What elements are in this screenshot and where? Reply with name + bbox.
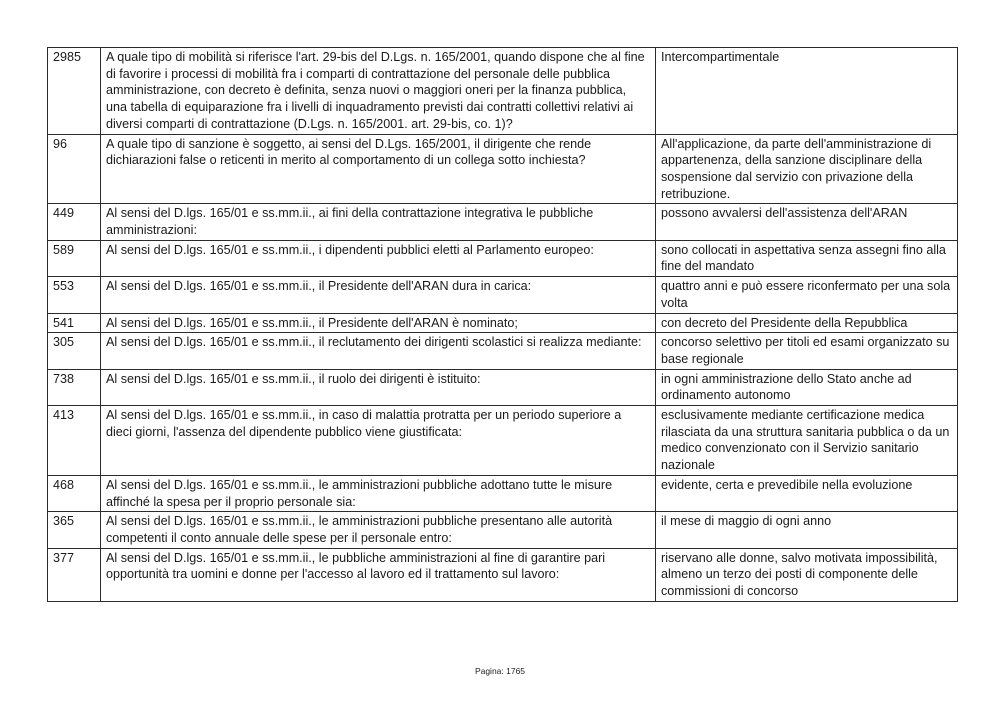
question-id: 377 (48, 548, 101, 601)
table-row (48, 369, 958, 405)
answer-text: con decreto del Presidente della Repubblica (656, 313, 958, 333)
question-text: Al sensi del D.lgs. 165/01 e ss.mm.ii., in caso di malattia protratta per un periodo superiore a dieci giorni, l'assenza del dipendente pubblico viene giustificata: (101, 406, 656, 476)
question-text: Al sensi del D.lgs. 165/01 e ss.mm.ii., le amministrazioni pubbliche adottano tutte le misure affinché la spesa per il proprio personale sia: (101, 475, 656, 511)
answer-text: evidente, certa e prevedibile nella evoluzione (656, 475, 958, 511)
answer-text: All'applicazione, da parte dell'amministrazione di appartenenza, della sanzione disciplinare della sospensione dal servizio con privazione della retribuzione. (656, 134, 958, 204)
question-id: 96 (48, 134, 101, 204)
answer-text: possono avvalersi dell'assistenza dell'ARAN (656, 204, 958, 240)
question-id: 365 (48, 512, 101, 548)
page-number: Pagina: 1765 (474, 666, 526, 676)
answer-text: Intercompartimentale (656, 48, 958, 135)
question-text: A quale tipo di sanzione è soggetto, ai sensi del D.Lgs. 165/2001, il dirigente che rende dichiarazioni false o reticenti in merito al comportamento di un collega sotto inchiesta? (101, 134, 656, 204)
question-text: Al sensi del D.lgs. 165/01 e ss.mm.ii., il reclutamento dei dirigenti scolastici si realizza mediante: (101, 333, 656, 369)
question-text: Al sensi del D.lgs. 165/01 e ss.mm.ii., il Presidente dell'ARAN dura in carica: (101, 277, 656, 313)
question-id: 589 (48, 240, 101, 276)
table-row (48, 313, 958, 333)
question-id: 738 (48, 369, 101, 405)
table-row (48, 134, 958, 204)
answer-text: concorso selettivo per titoli ed esami organizzato su base regionale (656, 333, 958, 369)
question-id: 541 (48, 313, 101, 333)
answer-text: in ogni amministrazione dello Stato anche ad ordinamento autonomo (656, 369, 958, 405)
answer-text: riservano alle donne, salvo motivata impossibilità, almeno un terzo dei posti di componente delle commissioni di concorso (656, 548, 958, 601)
answer-text: esclusivamente mediante certificazione medica rilasciata da una struttura sanitaria pubblica o da un medico convenzionato con il Servizio sanitario nazionale (656, 406, 958, 476)
question-text: Al sensi del D.lgs. 165/01 e ss.mm.ii., il ruolo dei dirigenti è istituito: (101, 369, 656, 405)
table-row (48, 333, 958, 369)
question-id: 468 (48, 475, 101, 511)
table-row (48, 204, 958, 240)
question-text: A quale tipo di mobilità si riferisce l'art. 29-bis del D.Lgs. n. 165/2001, quando dispone che al fine di favorire i processi di mobilità fra i comparti di contrattazione del personale delle pubblica amministrazione, con decreto è definita, senza nuovi o maggiori oneri per la finanza pubblica, una tabella di equiparazione fra i livelli di inquadramento previsti dai contratti collettivi relativi ai diversi comparti di contrattazione (D.Lgs. n. 165/2001. art. 29-bis, co. 1)? (101, 48, 656, 135)
question-text: Al sensi del D.lgs. 165/01 e ss.mm.ii., i dipendenti pubblici eletti al Parlamento europeo: (101, 240, 656, 276)
table-row (48, 475, 958, 511)
question-text: Al sensi del D.lgs. 165/01 e ss.mm.ii., le pubbliche amministrazioni al fine di garantire pari opportunità tra uomini e donne per l'accesso al lavoro ed il trattamento sul lavoro: (101, 548, 656, 601)
table-row (48, 406, 958, 476)
question-text: Al sensi del D.lgs. 165/01 e ss.mm.ii., il Presidente dell'ARAN è nominato; (101, 313, 656, 333)
answer-text: sono collocati in aspettativa senza assegni fino alla fine del mandato (656, 240, 958, 276)
table-row (48, 277, 958, 313)
table-row (48, 48, 958, 135)
question-id: 553 (48, 277, 101, 313)
question-id: 305 (48, 333, 101, 369)
question-id: 449 (48, 204, 101, 240)
question-text: Al sensi del D.lgs. 165/01 e ss.mm.ii., le amministrazioni pubbliche presentano alle autorità competenti il conto annuale delle spese per il personale entro: (101, 512, 656, 548)
table-row (48, 512, 958, 548)
quiz-table (47, 47, 958, 602)
table-row (48, 240, 958, 276)
table-row (48, 548, 958, 601)
answer-text: quattro anni e può essere riconfermato per una sola volta (656, 277, 958, 313)
question-text: Al sensi del D.lgs. 165/01 e ss.mm.ii., ai fini della contrattazione integrativa le pubbliche amministrazioni: (101, 204, 656, 240)
answer-text: il mese di maggio di ogni anno (656, 512, 958, 548)
question-id: 413 (48, 406, 101, 476)
question-id: 2985 (48, 48, 101, 135)
